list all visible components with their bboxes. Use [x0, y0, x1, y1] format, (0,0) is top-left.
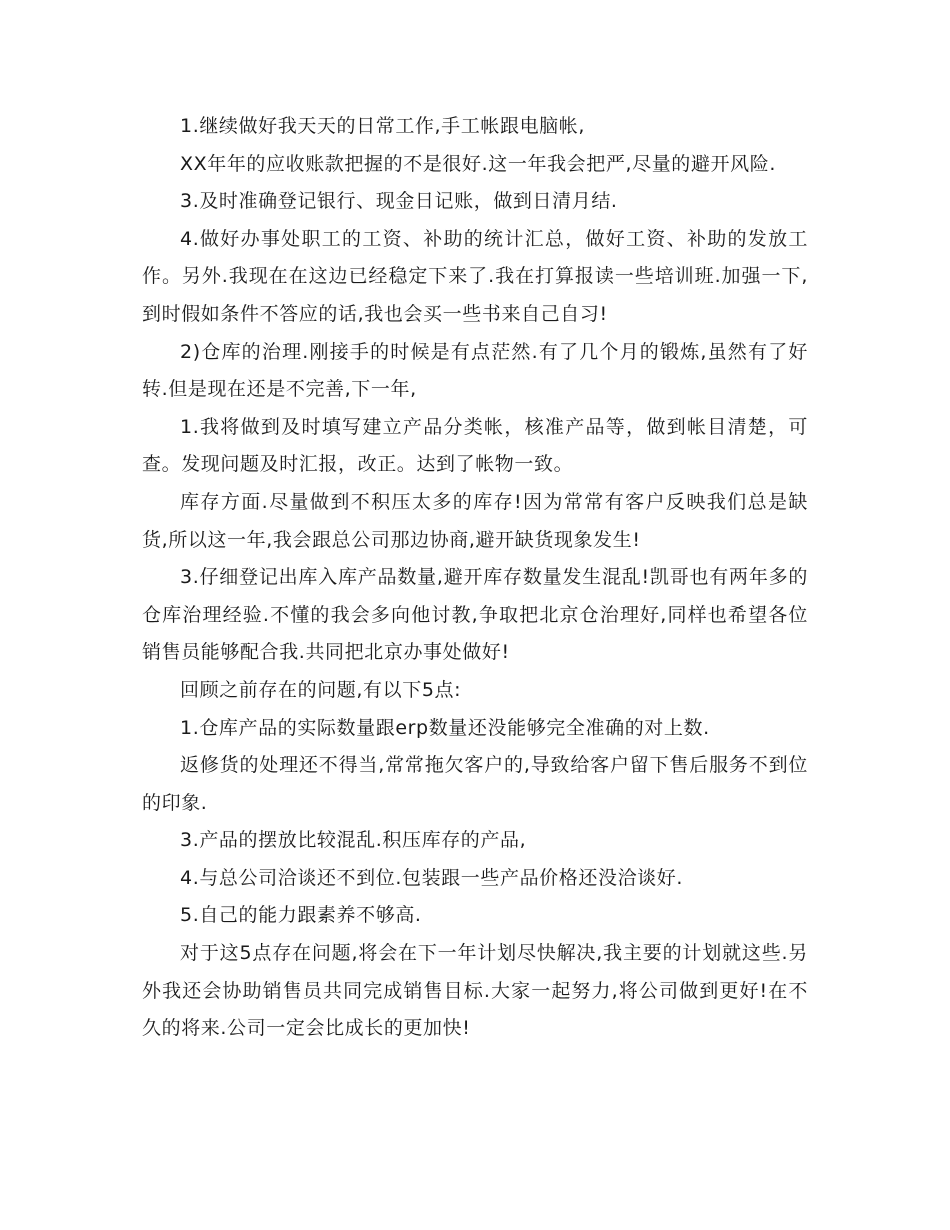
paragraph: 2)仓库的治理.刚接手的时候是有点茫然.有了几个月的锻炼,虽然有了好转.但是现在还是不完善,下一年, — [142, 340, 808, 401]
paragraph: 返修货的处理还不得当,常常拖欠客户的,导致给客户留下售后服务不到位的印象. — [142, 754, 808, 814]
paragraph: 1.我将做到及时填写建立产品分类帐，核准产品等，做到帐目清楚，可查。发现问题及时汇报，改正。达到了帐物一致。 — [142, 415, 808, 476]
paragraph: 3.仔细登记出库入库产品数量,避开库存数量发生混乱!凯哥也有两年多的仓库治理经验.不懂的我会多向他讨教,争取把北京仓治理好,同样也希望各位销售员能够配合我.共同把北京办事处做好! — [142, 566, 808, 664]
paragraph: 4.做好办事处职工的工资、补助的统计汇总，做好工资、补助的发放工作。另外.我现在在这边已经稳定下来了.我在打算报读一些培训班.加强一下,到时假如条件不答应的话,我也会买一些书来自己自习! — [142, 227, 808, 325]
paragraph: 1.继续做好我天天的日常工作,手工帐跟电脑帐, — [180, 115, 586, 137]
paragraph: 4.与总公司洽谈还不到位.包装跟一些产品价格还没洽谈好. — [180, 866, 684, 889]
paragraph: 3.及时准确登记银行、现金日记账，做到日清月结. — [180, 190, 618, 213]
paragraph: XX年年的应收账款把握的不是很好.这一年我会把严,尽量的避开风险. — [180, 152, 776, 175]
paragraph: 1.仓库产品的实际数量跟erp数量还没能够完全准确的对上数. — [180, 716, 710, 739]
paragraph: 对于这5点存在问题,将会在下一年计划尽快解决,我主要的计划就这些.另外我还会协助销售员共同完成销售目标.大家一起努力,将公司做到更好!在不久的将来.公司一定会比成长的更加快! — [142, 942, 808, 1040]
document-body — [142, 108, 808, 1048]
paragraph: 3.产品的摆放比较混乱.积压库存的产品, — [180, 829, 527, 852]
paragraph: 5.自己的能力跟素养不够高. — [180, 904, 422, 927]
paragraph: 库存方面.尽量做到不积压太多的库存!因为常常有客户反映我们总是缺货,所以这一年,我会跟总公司那边协商,避开缺货现象发生! — [142, 490, 808, 551]
paragraph: 回顾之前存在的问题,有以下5点: — [180, 678, 462, 701]
